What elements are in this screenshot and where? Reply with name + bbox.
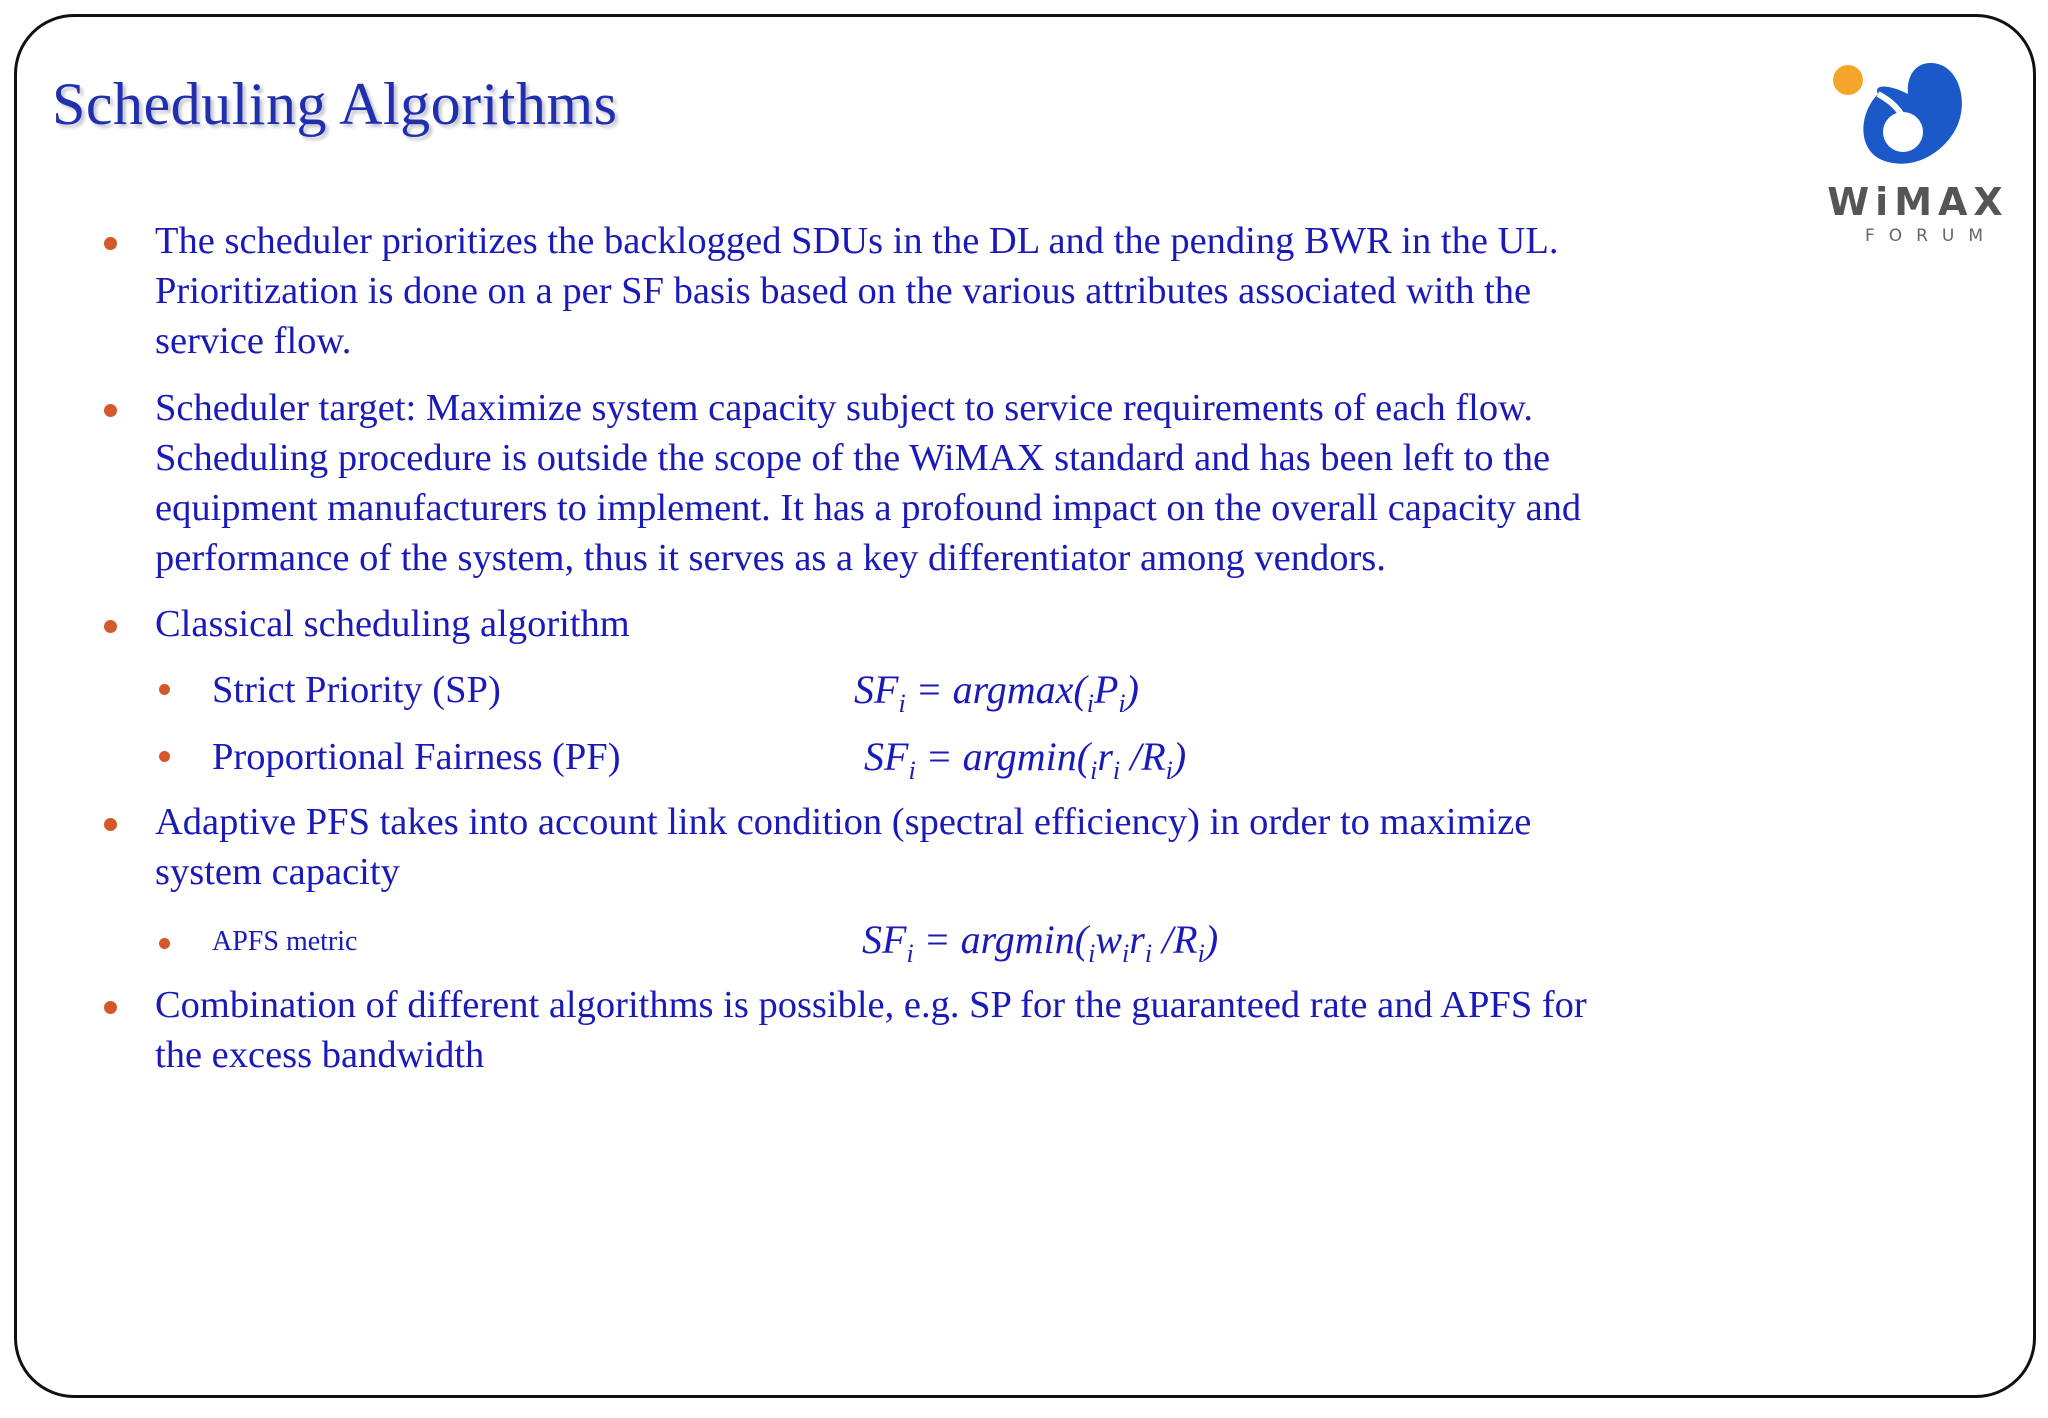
bullet-2-line-4: performance of the system, thus it serves as a key differentiator among vendors.: [155, 537, 1386, 579]
sub-bullet-marker: [159, 938, 170, 949]
bullet-1-line-1: The scheduler prioritizes the backlogged SDUs in the DL and the pending BWR in the UL.: [155, 220, 1559, 262]
bullet-2-line-2: Scheduling procedure is outside the scope of the WiMAX standard and has been left to the: [155, 437, 1551, 479]
bullet-marker: [104, 818, 117, 831]
logo-subtitle: FORUM: [1864, 226, 1998, 246]
formula-sp: $SF_i = argmax(_iP_i)$: [854, 667, 1139, 718]
bullet-2-line-1: Scheduler target: Maximize system capacity subject to service requirements of each flow.: [155, 387, 1534, 429]
bullet-2-line-3: equipment manufacturers to implement. It has a profound impact on the overall capacity and: [155, 487, 1582, 529]
bullet-marker: [104, 404, 117, 417]
bullet-1-line-2: Prioritization is done on a per SF basis based on the various attributes associated with the: [155, 270, 1532, 312]
slide-title: Scheduling Algorithms: [52, 71, 618, 137]
bullet-marker: [104, 237, 117, 250]
bullet-marker: [104, 620, 117, 633]
bullet-5-line-1: Combination of different algorithms is possible, e.g. SP for the guaranteed rate and APFS for: [155, 984, 1587, 1026]
sub-bullet-pf-label: Proportional Fairness (PF): [212, 736, 621, 778]
sub-bullet-marker: [159, 684, 170, 695]
logo-wordmark: WiMAX: [1827, 180, 2009, 224]
sub-bullet-marker: [159, 751, 170, 762]
bullet-1-line-3: service flow.: [155, 320, 352, 362]
formula-apfs: $SF_i = argmin(_iw_ir_i$ $/R_i$): [862, 917, 1219, 968]
bullet-4-line-1: Adaptive PFS takes into account link condition (spectral efficiency) in order to maximize: [155, 801, 1532, 843]
bullet-4-line-2: system capacity: [155, 851, 400, 893]
bullet-3-line-1: Classical scheduling algorithm: [155, 603, 630, 645]
bullet-5-line-2: the excess bandwidth: [155, 1034, 485, 1076]
sub-bullet-apfs-label: APFS metric: [212, 926, 358, 957]
formula-pf: $SF_i = argmin(_ir_i$ $/R_i$): [864, 734, 1187, 785]
sub-bullet-sp-label: Strict Priority (SP): [212, 669, 501, 711]
bullet-marker: [104, 1001, 117, 1014]
